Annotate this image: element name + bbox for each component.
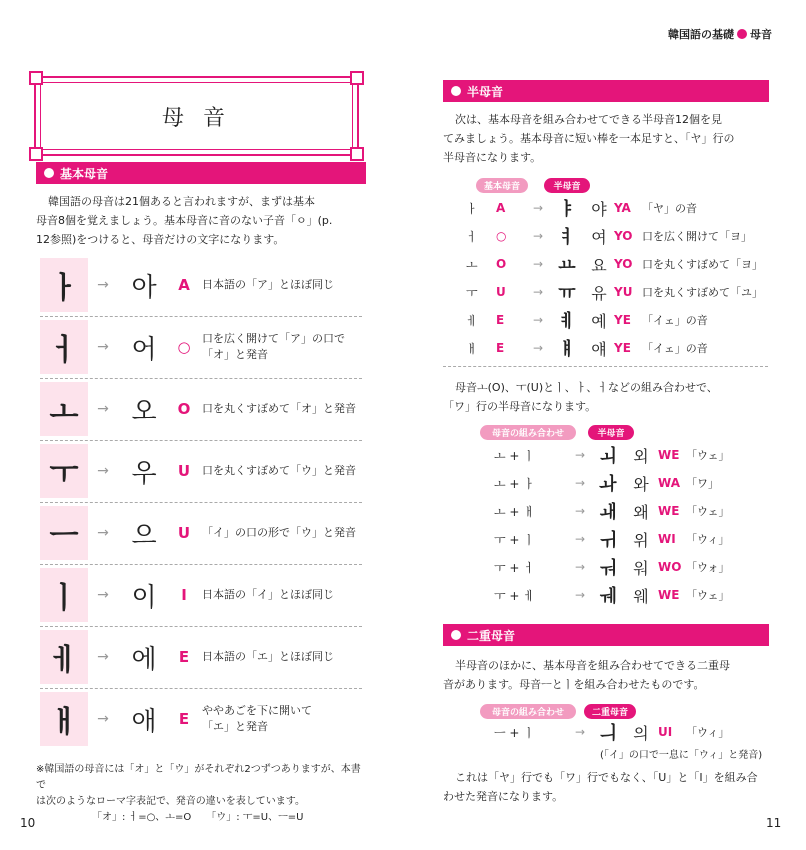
section-title: 二重母音 bbox=[467, 628, 516, 643]
combo-row bbox=[494, 499, 764, 523]
arrow-icon: → bbox=[574, 725, 586, 739]
page-number: 11 bbox=[766, 816, 782, 830]
arrow-icon: → bbox=[97, 649, 109, 665]
bullet-dot-icon bbox=[451, 86, 461, 96]
vowel-hangul: 에 bbox=[131, 644, 157, 675]
base-jamo: ㅓ bbox=[466, 229, 478, 244]
vowel-hangul: 이 bbox=[131, 582, 157, 613]
running-header bbox=[668, 26, 772, 42]
tag-vowel-combination: 母音の組み合わせ bbox=[480, 704, 576, 719]
page-title: 母 音 bbox=[40, 82, 353, 150]
divider bbox=[40, 626, 362, 627]
semivowel-hangul: 예 bbox=[591, 311, 607, 331]
combo-jamo: ㅘ bbox=[599, 474, 617, 495]
page-number: 10 bbox=[20, 816, 36, 830]
vowel-row bbox=[40, 320, 362, 374]
vowel-row bbox=[40, 630, 362, 684]
vowel-hangul: 어 bbox=[131, 334, 157, 365]
title-frame bbox=[34, 76, 359, 156]
vowel-hangul: 우 bbox=[131, 458, 157, 489]
combo-row bbox=[494, 583, 764, 607]
base-jamo: ㅜ bbox=[466, 285, 478, 300]
semivowel-jamo: ㅒ bbox=[558, 339, 576, 360]
vowel-roman: A bbox=[178, 276, 190, 294]
section-header-semivowels bbox=[443, 80, 769, 102]
combo-jamo: ㅚ bbox=[599, 446, 617, 467]
vowel-desc: 日本語の「ア」とほぼ同じ bbox=[202, 278, 334, 291]
vowel-roman: O bbox=[177, 400, 191, 418]
divider bbox=[40, 440, 362, 441]
combo-parts: ㅜ + ㅔ bbox=[494, 588, 535, 603]
combo-parts: ㅗ + ㅐ bbox=[494, 504, 535, 519]
arrow-icon: → bbox=[97, 277, 109, 293]
base-roman: U bbox=[496, 285, 506, 299]
arrow-icon: → bbox=[574, 476, 586, 490]
base-roman: ○ bbox=[496, 229, 507, 243]
semivowel-roman: YU bbox=[614, 285, 633, 299]
combo-hangul: 와 bbox=[633, 474, 649, 494]
vowel-desc: 口を丸くすぼめて「オ」と発音 bbox=[202, 402, 356, 415]
semivowel-desc: 口を丸くすぼめて「ヨ」 bbox=[642, 258, 763, 271]
arrow-icon: → bbox=[574, 448, 586, 462]
divider bbox=[40, 502, 362, 503]
combo-roman: WE bbox=[658, 504, 680, 518]
diphthong-note: (「イ」の口で一息に「ウィ」と発音) bbox=[600, 750, 763, 761]
combo-row bbox=[494, 471, 764, 495]
section-header-basic-vowels bbox=[36, 162, 366, 184]
tag-vowel-combination: 母音の組み合わせ bbox=[480, 425, 576, 440]
combo-jamo: ㅞ bbox=[599, 586, 617, 607]
romanization-note: ※韓国語の母音には「オ」と「ウ」がそれぞれ2つずつありますが、本書で は次のようなローマ字表記で、発音の違いを表しています。 「オ」: ㅓ=○、ㅗ=O 「ウ」: ㅜ=U、ㅡ=U bbox=[36, 764, 361, 823]
vowel-roman: U bbox=[177, 524, 191, 542]
vowel-roman: E bbox=[178, 710, 190, 728]
bullet-dot-icon bbox=[451, 630, 461, 640]
combo-desc: 「ウェ」 bbox=[686, 505, 730, 518]
combo-jamo: ㅢ bbox=[599, 723, 617, 744]
semivowel-hangul: 여 bbox=[591, 227, 607, 247]
combo-parts: ㅗ + ㅣ bbox=[494, 448, 535, 463]
arrow-icon: → bbox=[574, 504, 586, 518]
combo-parts: ㅜ + ㅓ bbox=[494, 560, 535, 575]
semivowel-row bbox=[466, 252, 766, 276]
vowel-hangul: 오 bbox=[131, 396, 157, 427]
vowel-jamo: ㅓ bbox=[40, 320, 88, 374]
combo-desc: 「ワ」 bbox=[686, 477, 719, 490]
arrow-icon: → bbox=[574, 560, 586, 574]
semivowel-roman: YE bbox=[614, 313, 631, 327]
combo-desc: 「ウェ」 bbox=[686, 589, 730, 602]
tag-diphthong: 二重母音 bbox=[584, 704, 636, 719]
vowel-jamo: ㅔ bbox=[40, 630, 88, 684]
semivowel-row bbox=[466, 336, 766, 360]
vowel-row bbox=[40, 692, 362, 746]
arrow-icon: → bbox=[97, 463, 109, 479]
vowel-roman: ○ bbox=[177, 338, 191, 356]
semivowel-desc: 「イェ」の音 bbox=[642, 314, 708, 327]
combo-roman: UI bbox=[658, 725, 673, 739]
intro-paragraph: 韓国語の母音は21個あると言われますが、まずは基本 母音8個を覚えましょう。基本母音に音のない子音「ㅇ」(p. 12参照)をつけると、母音だけの文字になります。 bbox=[36, 195, 333, 246]
diphthong-intro: 半母音のほかに、基本母音を組み合わせてできる二重母 音があります。母音ㅡとㅣを組み合わせたものです。 bbox=[443, 659, 730, 691]
vowel-row bbox=[40, 382, 362, 436]
combo-row bbox=[494, 527, 764, 551]
semivowel-roman: YO bbox=[614, 257, 633, 271]
semivowel-hangul: 야 bbox=[591, 199, 607, 219]
running-section: 母音 bbox=[750, 28, 772, 41]
vowel-jamo: ㅐ bbox=[40, 692, 88, 746]
arrow-icon: → bbox=[97, 339, 109, 355]
vowel-desc: 「イ」の口の形で「ウ」と発音 bbox=[202, 526, 356, 539]
vowel-hangul: 으 bbox=[131, 520, 157, 551]
semivowel-desc: 口を丸くすぼめて「ユ」 bbox=[642, 286, 763, 299]
combo-jamo: ㅙ bbox=[599, 502, 617, 523]
semivowel-row bbox=[466, 280, 766, 304]
combo-roman: WE bbox=[658, 588, 680, 602]
base-jamo: ㅗ bbox=[466, 257, 478, 272]
arrow-icon: → bbox=[97, 525, 109, 541]
divider bbox=[40, 688, 362, 689]
semivowel-desc: 「イェ」の音 bbox=[642, 342, 708, 355]
vowel-row bbox=[40, 506, 362, 560]
combo-parts: ㅗ + ㅏ bbox=[494, 476, 535, 491]
base-jamo: ㅔ bbox=[466, 313, 478, 328]
base-roman: E bbox=[496, 341, 505, 355]
vowel-desc: 日本語の「イ」とほぼ同じ bbox=[202, 588, 334, 601]
base-jamo: ㅐ bbox=[466, 341, 478, 356]
diphthong-row bbox=[494, 720, 764, 744]
vowel-jamo: ㅗ bbox=[40, 382, 88, 436]
section-title: 半母音 bbox=[467, 84, 504, 99]
combo-intro: 母音ㅗ(O)、ㅜ(U)とㅣ、ㅏ、ㅓなどの組み合わせで、 「ワ」行の半母音になります。 bbox=[443, 381, 718, 413]
semivowel-intro: 次は、基本母音を組み合わせてできる半母音12個を見 てみましょう。基本母音に短い棒を一本足すと、「ヤ」行の 半母音になります。 bbox=[443, 113, 735, 164]
semivowel-hangul: 얘 bbox=[591, 339, 607, 359]
section-title: 基本母音 bbox=[60, 166, 109, 181]
base-roman: O bbox=[496, 257, 507, 271]
combo-desc: 「ウォ」 bbox=[686, 561, 730, 574]
combo-jamo: ㅝ bbox=[599, 558, 617, 579]
vowel-jamo: ㅜ bbox=[40, 444, 88, 498]
semivowel-row bbox=[466, 224, 766, 248]
vowel-hangul: 아 bbox=[131, 272, 157, 303]
arrow-icon: → bbox=[532, 229, 544, 243]
vowel-hangul: 애 bbox=[131, 706, 157, 737]
bullet-dot-icon bbox=[44, 168, 54, 178]
combo-row bbox=[494, 555, 764, 579]
divider bbox=[443, 366, 768, 367]
vowel-desc: ややあごを下に開いて 「エ」と発音 bbox=[202, 704, 312, 733]
combo-row bbox=[494, 443, 764, 467]
combo-parts: ㅜ + ㅣ bbox=[494, 532, 535, 547]
semivowel-hangul: 유 bbox=[591, 283, 607, 303]
vowel-roman: U bbox=[177, 462, 191, 480]
divider bbox=[40, 564, 362, 565]
combo-hangul: 의 bbox=[633, 723, 649, 743]
combo-hangul: 워 bbox=[633, 558, 649, 578]
arrow-icon: → bbox=[97, 401, 109, 417]
semivowel-jamo: ㅑ bbox=[558, 199, 576, 220]
semivowel-jamo: ㅕ bbox=[558, 227, 576, 248]
arrow-icon: → bbox=[97, 587, 109, 603]
semivowel-jamo: ㅖ bbox=[558, 311, 576, 332]
vowel-desc: 口を広く開けて「ア」の口で 「オ」と発音 bbox=[202, 332, 345, 361]
combo-desc: 「ウェ」 bbox=[686, 449, 730, 462]
arrow-icon: → bbox=[532, 285, 544, 299]
arrow-icon: → bbox=[574, 532, 586, 546]
semivowel-jamo: ㅠ bbox=[558, 283, 576, 304]
semivowel-roman: YE bbox=[614, 341, 631, 355]
arrow-icon: → bbox=[574, 588, 586, 602]
arrow-icon: → bbox=[532, 201, 544, 215]
semivowel-jamo: ㅛ bbox=[558, 255, 576, 276]
vowel-row bbox=[40, 258, 362, 312]
running-title: 韓国語の基礎 bbox=[668, 28, 734, 41]
combo-roman: WE bbox=[658, 448, 680, 462]
vowel-row bbox=[40, 568, 362, 622]
combo-hangul: 웨 bbox=[633, 586, 649, 606]
base-roman: A bbox=[496, 201, 506, 215]
vowel-desc: 日本語の「エ」とほぼ同じ bbox=[202, 650, 334, 663]
combo-roman: WA bbox=[658, 476, 680, 490]
base-roman: E bbox=[496, 313, 505, 327]
combo-roman: WI bbox=[658, 532, 676, 546]
arrow-icon: → bbox=[532, 313, 544, 327]
vowel-roman: I bbox=[181, 586, 187, 604]
semivowel-hangul: 요 bbox=[591, 255, 607, 275]
tag-semivowel: 半母音 bbox=[588, 425, 634, 440]
semivowel-desc: 「ヤ」の音 bbox=[642, 202, 697, 215]
combo-hangul: 왜 bbox=[633, 502, 649, 522]
vowel-jamo: ㅡ bbox=[40, 506, 88, 560]
arrow-icon: → bbox=[97, 711, 109, 727]
combo-jamo: ㅟ bbox=[599, 530, 617, 551]
tag-semivowel: 半母音 bbox=[544, 178, 590, 193]
combo-desc: 「ウィ」 bbox=[686, 726, 730, 739]
semivowel-roman: YA bbox=[614, 201, 631, 215]
combo-hangul: 위 bbox=[633, 530, 649, 550]
semivowel-desc: 口を広く開けて「ヨ」 bbox=[642, 230, 752, 243]
vowel-row bbox=[40, 444, 362, 498]
combo-desc: 「ウィ」 bbox=[686, 533, 730, 546]
arrow-icon: → bbox=[532, 257, 544, 271]
tag-basic-vowel: 基本母音 bbox=[476, 178, 528, 193]
arrow-icon: → bbox=[532, 341, 544, 355]
vowel-roman: E bbox=[178, 648, 190, 666]
divider bbox=[40, 378, 362, 379]
vowel-jamo: ㅏ bbox=[40, 258, 88, 312]
divider bbox=[40, 316, 362, 317]
vowel-desc: 口を丸くすぼめて「ウ」と発音 bbox=[202, 464, 356, 477]
base-jamo: ㅏ bbox=[466, 201, 478, 216]
combo-roman: WO bbox=[658, 560, 682, 574]
semivowel-roman: YO bbox=[614, 229, 633, 243]
semivowel-row bbox=[466, 196, 766, 220]
combo-parts: ㅡ + ㅣ bbox=[494, 725, 535, 740]
semivowel-row bbox=[466, 308, 766, 332]
section-header-diphthong bbox=[443, 624, 769, 646]
vowel-jamo: ㅣ bbox=[40, 568, 88, 622]
combo-hangul: 외 bbox=[633, 446, 649, 466]
bullet-dot-icon bbox=[737, 29, 747, 39]
closing-paragraph: これは「ヤ」行でも「ワ」行でもなく、「U」と「I」を組み合 わせた発音になります。 bbox=[443, 771, 758, 803]
